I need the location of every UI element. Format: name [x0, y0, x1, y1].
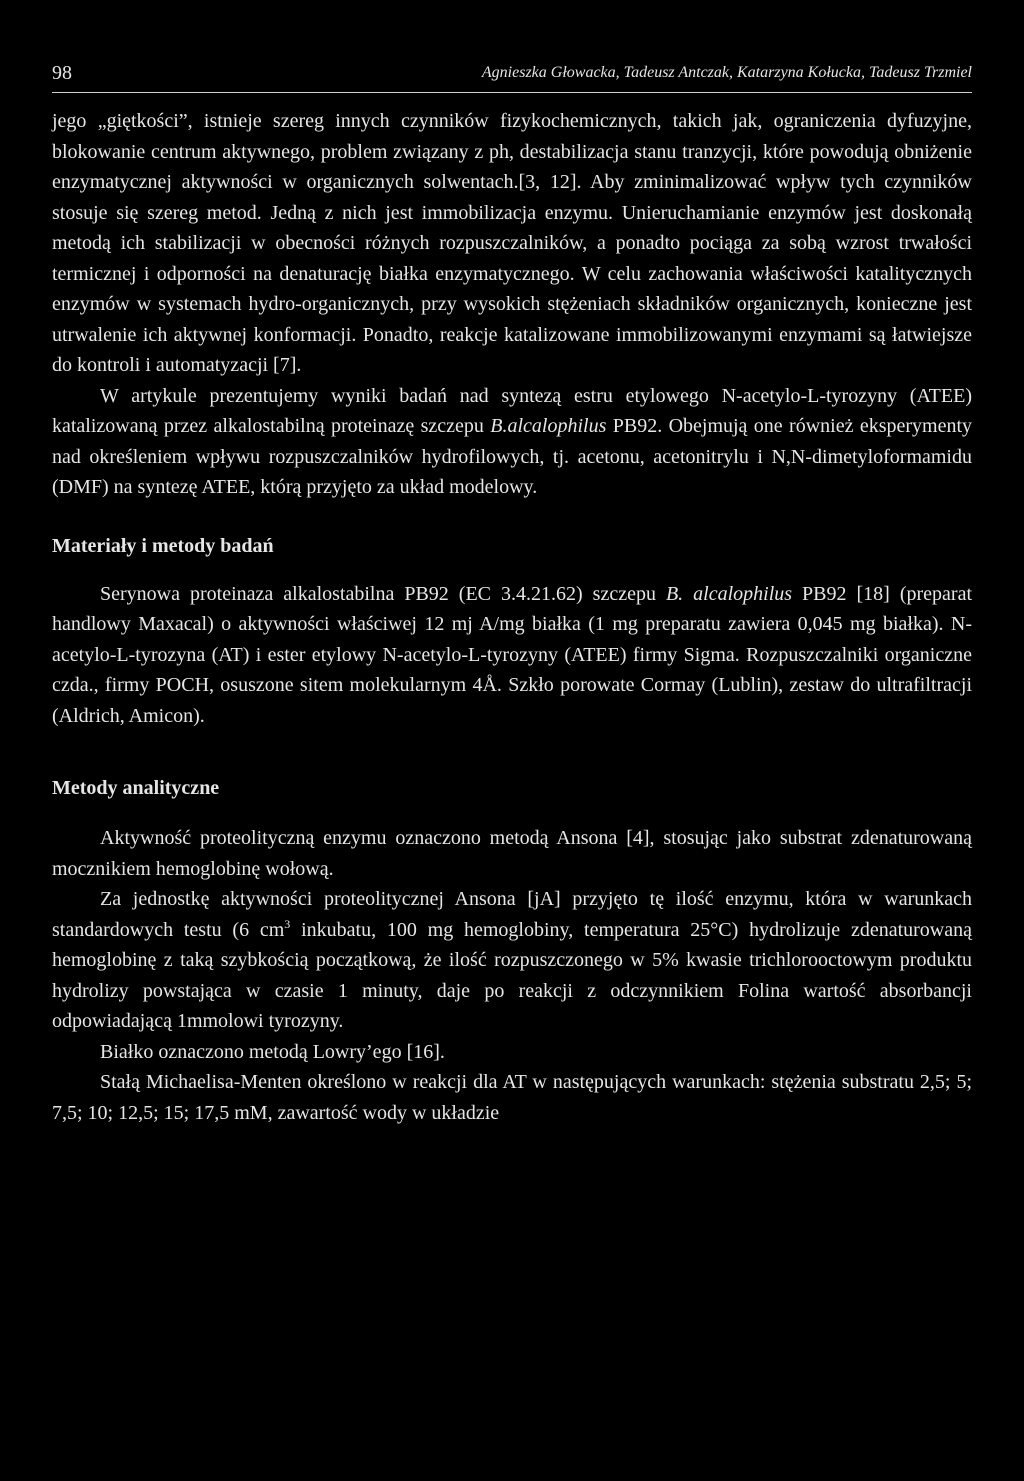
paragraph-3	[52, 579, 972, 732]
page-number: 98	[52, 62, 72, 84]
paragraph-4: Aktywność proteolityczną enzymu oznaczono metodą Ansona [4], stosując jako substrat zdenaturowaną mocznikiem hemoglobinę wołową.	[52, 827, 972, 880]
paragraph-6: Białko oznaczono metodą Lowry’ego [16].	[100, 1040, 445, 1063]
section-heading-materials: Materiały i metody badań	[52, 534, 274, 557]
running-head-authors: Agnieszka Głowacka, Tadeusz Antczak, Katarzyna Kołucka, Tadeusz Trzmiel	[481, 64, 972, 81]
paragraph-2	[52, 381, 972, 503]
paragraph-2-text-b: PB92. Obejmują one również eksperymenty nad określeniem wpływu rozpuszczalników hydrofilowych, tj. acetonu, acetonitrylu i N,N-dimetyloformamidu (DMF) na syntezę ATEE, którą przyjęto za układ modelowy.	[52, 415, 973, 498]
paragraph-1: jego „giętkości”, istnieje szereg innych czynników fizykochemicznych, takich jak, ograniczenia dyfuzyjne, blokowanie centrum aktywnego, problem związany z ph, destabilizacja stanu tranzycji, które powodują obniżenie enzymatycznej aktywności w organicznych solwentach.[3, 12]. Aby zminimalizować wpływ tych czynników stosuje się szereg metod. Jedną z nich jest immobilizacja enzymu. Unieruchamianie enzymów jest doskonałą metodą ich stabilizacji w obecności różnych rozpuszczalników, a ponadto pociąga za sobą wzrost trwałości termicznej i odporności na denaturację białka enzymatycznego. W celu zachowania właściwości katalitycznych enzymów w systemach hydro-organicznych, przy wysokich stężeniach składników organicznych, konieczne jest utrwalenie ich aktywnej konformacji. Ponadto, reakcje katalizowane immobilizowanymi enzymami są łatwiejsze do kontroli i automatyzacji [7].	[52, 110, 972, 376]
superscript: 3	[284, 916, 291, 931]
paragraph-2-text-a: W artykule prezentujemy wyniki badań nad syntezą estru etylowego N-acetylo-L-tyrozyny (ATEE) katalizowaną przez alkalostabilną proteinazę szczepu	[52, 384, 972, 437]
paragraph-7: Stałą Michaelisa-Menten określono w reakcji dla AT w następujących warunkach: stężenia substratu 2,5; 5; 7,5; 10; 12,5; 15; 17,5 mM, zawartość wody w układzie	[52, 1071, 972, 1124]
species-name: B. alcalophilus	[665, 582, 793, 605]
section-heading-methods: Metody analityczne	[52, 777, 220, 799]
paragraph-3-text-b: PB92 [18] (preparat handlowy Maxacal) o aktywności właściwej 12 mj A/mg białka (1 mg preparatu zawiera 0,045 mg białka). N-acetylo-L-tyrozyna (AT) i ester etylowy N-acetylo-L-tyrozyny (ATEE) firmy Sigma. Rozpuszczalniki organiczne czda., firmy POCH, osuszone sitem molekularnym 4Å. Szkło porowate Cormay (Lublin), zestaw do ultrafiltracji (Aldrich, Amicon).	[52, 582, 973, 727]
paragraph-5-text-b: inkubatu, 100 mg hemoglobiny, temperatura 25°C) hydrolizuje zdenaturowaną hemoglobinę z taką szybkością początkową, że ilość rozpuszczonego w 5% kwasie trichlorooctowym produktu hydrolizy powstająca w czasie 1 minuty, daje po reakcji z odczynnikiem Folina wartość absorbancji odpowiadającą 1mmolowi tyrozyny.	[52, 918, 972, 1032]
paragraph-5-text-a: Za jednostkę aktywności proteolitycznej Ansona [jA] przyjęto tę ilość enzymu, która w warunkach standardowych testu (6 cm	[52, 888, 972, 941]
paragraph-5	[52, 884, 972, 1037]
species-name: B.alcalophilus	[490, 415, 607, 437]
paragraph-3-text-a: Serynowa proteinaza alkalostabilna PB92 (EC 3.4.21.62) szczepu	[100, 582, 666, 605]
body-text	[52, 106, 972, 1128]
page-header	[52, 58, 972, 93]
